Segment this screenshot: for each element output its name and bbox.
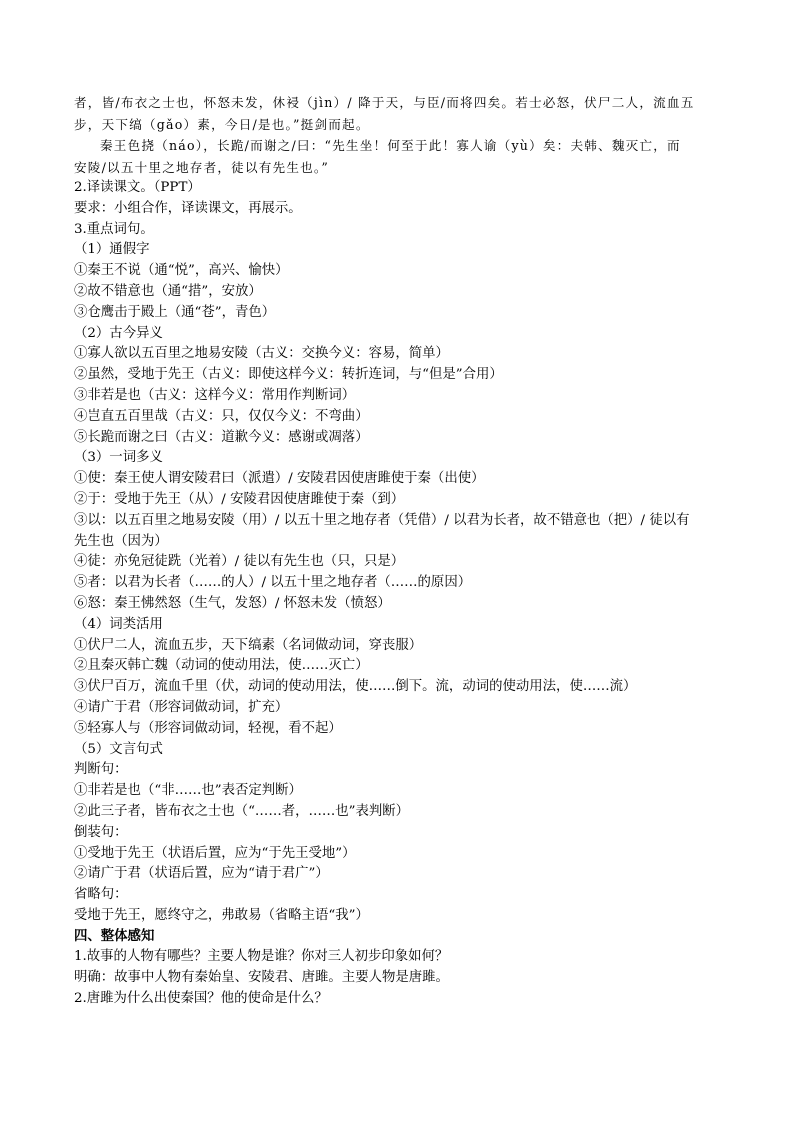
document-page [74, 92, 726, 1010]
list-item: ③非若是也（古义：这样今义：常用作判断词） [74, 387, 356, 403]
list-item: ⑥怒：秦王怫然怒（生气，发怒）/ 怀怒未发（愤怒） [74, 595, 391, 611]
list-item: ①秦王不说（通“悦”，高兴、愉快） [74, 263, 289, 279]
text-line: 者，皆/布衣之士也，怀怒未发，休祲（jìn）/ 降于天，与臣/而将四矣。若士必怒，伏尸二人，流血五 [74, 95, 695, 110]
list-item: ②虽然，受地于先王（古义：即使这样今义：转折连词，与“但是”合用） [74, 367, 503, 383]
category-label: 省略句： [74, 887, 128, 903]
list-item: ②此三子者，皆布衣之士也（“……者，……也”表判断） [74, 803, 410, 819]
list-item: ①寡人欲以五百里之地易安陵（古义：交换今义：容易，简单） [74, 346, 449, 362]
subsection-title: （4）词类活用 [74, 616, 163, 632]
text-line: 秦王色挠（náo），长跪/而谢之/曰：“先生坐！何至于此！寡人谕（yù）矣：夫韩、魏灭亡，而 [100, 138, 681, 153]
list-item: ①受地于先王（状语后置，应为“于先王受地”） [74, 845, 356, 861]
list-item: ③以：以五百里之地易安陵（用）/ 以五十里之地存者（凭借）/ 以君为长者，故不错意也（把）/ 徒以有 [74, 512, 690, 528]
question-text: 2.唐雎为什么出使秦国？他的使命是什么？ [74, 991, 328, 1007]
requirement-text: 要求：小组合作，译读课文，再展示。 [74, 200, 302, 216]
list-item: ④岂直五百里哉（古义：只，仅仅今义：不弯曲） [74, 408, 369, 424]
list-item: ④徒：亦免冠徒跣（光着）/ 徒以有先生也（只，只是） [74, 554, 405, 570]
subsection-title: （3）一词多义 [74, 450, 163, 466]
text-line: 安陵/以五十里之地存者，徒以有先生也。” [74, 159, 330, 175]
list-item: ①非若是也（“非……也”表否定判断） [74, 783, 302, 799]
subsection-title: （5）文言句式 [74, 741, 163, 757]
list-item: ①伏尸二人，流血五步，天下缟素（名词做动词，穿丧服） [74, 637, 423, 653]
section-heading: 四、整体感知 [74, 928, 155, 944]
category-label: 判断句： [74, 762, 128, 778]
question-text: 1.故事的人物有哪些？主要人物是谁？你对三人初步印象如何？ [74, 949, 449, 965]
list-item: ⑤长跪而谢之曰（古义：道歉今义：感谢或凋落） [74, 429, 369, 445]
category-label: 倒装句： [74, 824, 128, 840]
list-item: 先生也（因为） [74, 533, 168, 549]
subsection-title: （1）通假字 [74, 242, 150, 258]
section-heading: 2.译读课文。（PPT） [74, 180, 201, 195]
answer-text: 明确：故事中人物有秦始皇、安陵君、唐雎。主要人物是唐雎。 [74, 970, 449, 986]
subsection-title: （2）古今异义 [74, 325, 163, 341]
list-item: ④请广于君（形容词做动词，扩充） [74, 699, 289, 715]
section-heading: 3.重点词句。 [74, 221, 154, 237]
list-item: 受地于先王，愿终守之，弗敢易（省略主语“我”） [74, 907, 369, 923]
text-line: 步，天下缟（gǎo）素，今日/是也。”挺剑而起。 [74, 116, 370, 132]
list-item: ②且秦灭韩亡魏（动词的使动用法，使……灭亡） [74, 658, 369, 674]
list-item: ③伏尸百万，流血千里（伏，动词的使动用法，使……倒下。流，动词的使动用法，使……流） [74, 679, 637, 695]
list-item: ①使：秦王使人谓安陵君曰（派遣）/ 安陵君因使唐雎使于秦（出使） [74, 471, 485, 487]
list-item: ②请广于君（状语后置，应为“请于君广”） [74, 866, 329, 882]
list-item: ②故不错意也（通“措”，安放） [74, 283, 262, 299]
list-item: ②于：受地于先王（从）/ 安陵君因使唐雎使于秦（到） [74, 491, 405, 507]
list-item: ⑤者：以君为长者（……的人）/ 以五十里之地存者（……的原因） [74, 575, 472, 591]
list-item: ⑤轻寡人与（形容词做动词，轻视，看不起） [74, 720, 342, 736]
list-item: ③仓鹰击于殿上（通“苍”，青色） [74, 304, 276, 320]
